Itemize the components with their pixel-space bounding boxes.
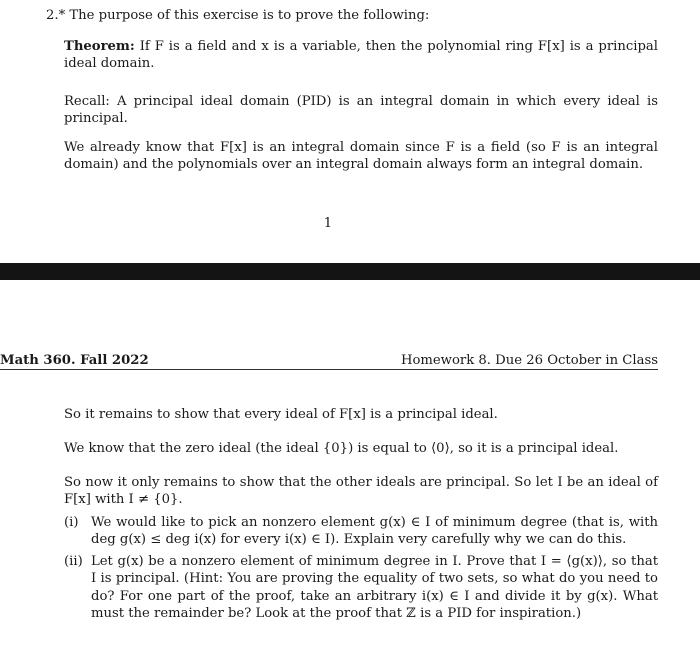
other-ideals-paragraph: So now it only remains to show that the other ideals are principal. So let I be an ideal of F[x] with I ≠ {0}. bbox=[64, 475, 658, 508]
theorem-paragraph bbox=[64, 38, 658, 73]
item-number: (i) bbox=[64, 515, 79, 530]
recall-paragraph: Recall: A principal ideal domain (PID) is an integral domain in which every ideal is principal. bbox=[64, 94, 658, 127]
problem-intro: 2.* The purpose of this exercise is to prove the following: bbox=[46, 8, 430, 23]
course-header: Math 360. Fall 2022 bbox=[0, 353, 149, 368]
exercise-parts-list bbox=[64, 514, 658, 627]
integral-domain-paragraph: We already know that F[x] is an integral domain since F is a field (so F is an integral domain) and the polynomials over an integral domain always form an integral domain. bbox=[64, 140, 658, 173]
page-2 bbox=[0, 280, 700, 672]
remains-paragraph: So it remains to show that every ideal of F[x] is a principal ideal. bbox=[64, 407, 498, 422]
theorem-label: Theorem: bbox=[64, 39, 135, 54]
homework-header: Homework 8. Due 26 October in Class bbox=[400, 353, 658, 368]
item-text: We would like to pick an nonzero element g(x) ∈ I of minimum degree (that is, with deg g(x) ≤ deg i(x) for every i(x) ∈ I). Explain very carefully why we can do this. bbox=[91, 515, 658, 548]
page-1 bbox=[0, 0, 700, 263]
item-text: Let g(x) be a nonzero element of minimum degree in I. Prove that I = ⟨g(x)⟩, so that I is principal. (Hint: You are proving the equality of two sets, so what do you need to do? For one part of the proof, take an arbitrary i(x) ∈ I and divide it by g(x). What must the remainder be? Look at the proof that ℤ is a PID for inspiration.) bbox=[91, 553, 658, 622]
theorem-text: If F is a field and x is a variable, then the polynomial ring F[x] is a principal ideal domain. bbox=[64, 39, 658, 72]
page-separator bbox=[0, 263, 700, 280]
zero-ideal-paragraph: We know that the zero ideal (the ideal {0}) is equal to ⟨0⟩, so it is a principal ideal. bbox=[64, 441, 619, 456]
header-rule bbox=[0, 369, 658, 370]
list-item bbox=[64, 514, 658, 549]
item-number: (ii) bbox=[64, 553, 83, 569]
list-item bbox=[64, 553, 658, 623]
page-number: 1 bbox=[323, 216, 333, 231]
